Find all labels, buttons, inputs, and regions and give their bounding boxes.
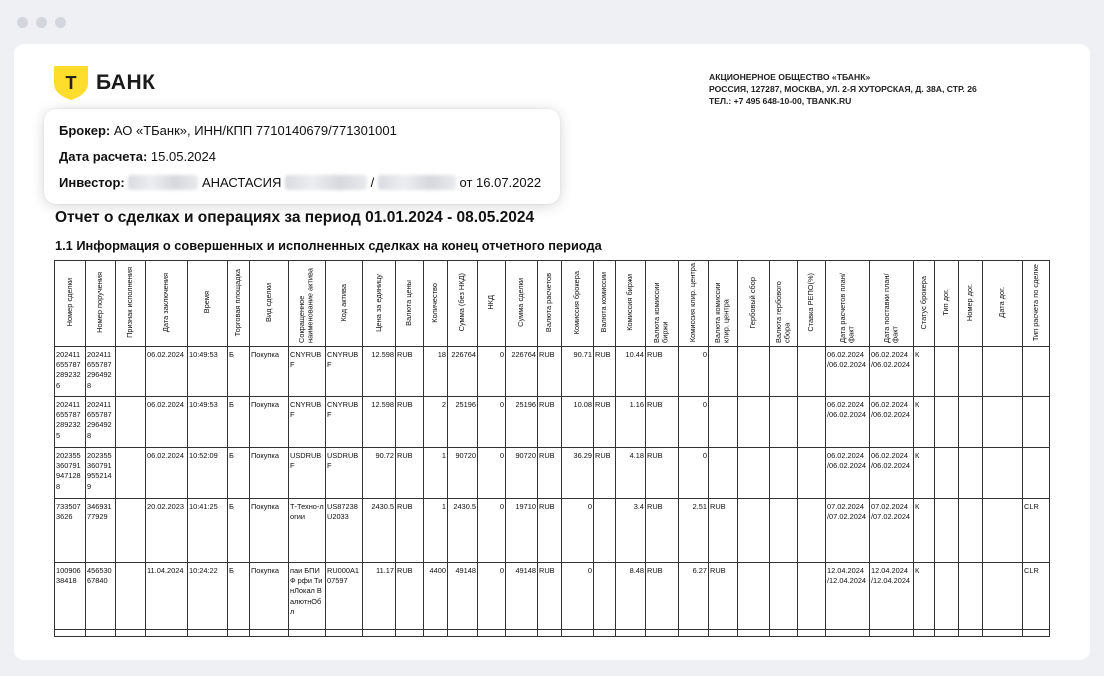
- col-header: Номер дог.: [959, 261, 983, 347]
- table-cell: 10:41:25: [188, 499, 228, 563]
- table-cell: [983, 630, 1023, 637]
- brand-name: БАНК: [96, 71, 156, 94]
- table-cell: [709, 397, 738, 448]
- table-cell: 10:49:53: [188, 347, 228, 397]
- col-header: Дата дог.: [983, 261, 1023, 347]
- table-cell: [983, 448, 1023, 499]
- table-row: [55, 347, 1050, 397]
- col-header: Сумма (без НКД): [448, 261, 478, 347]
- table-cell: [594, 563, 616, 630]
- table-cell: 10.44: [616, 347, 646, 397]
- col-header: Тип дог.: [935, 261, 959, 347]
- table-cell: [1023, 347, 1050, 397]
- table-cell: 12.04.2024 /12.04.2024: [826, 563, 870, 630]
- table-cell: RUB: [646, 563, 679, 630]
- table-cell: К: [914, 397, 935, 448]
- investor-name: АНАСТАСИЯ: [201, 175, 282, 190]
- table-cell: [770, 347, 798, 397]
- col-header: Номер поручения: [86, 261, 116, 347]
- table-cell: [646, 630, 679, 637]
- table-cell: [770, 499, 798, 563]
- section-title: 1.1 Информация о совершенных и исполненных сделках на конец отчетного периода: [55, 238, 602, 253]
- table-cell: 90.72: [363, 448, 396, 499]
- table-cell: RUB: [396, 499, 424, 563]
- table-cell: [959, 397, 983, 448]
- table-cell: 90.71: [562, 347, 594, 397]
- bank-logo: [54, 66, 155, 100]
- table-cell: 34693177929: [86, 499, 116, 563]
- table-cell: [738, 397, 770, 448]
- table-cell: [116, 499, 146, 563]
- table-cell: [250, 630, 289, 637]
- table-cell: 06.02.2024 /06.02.2024: [826, 347, 870, 397]
- table-cell: 18: [424, 347, 448, 397]
- table-cell: [709, 630, 738, 637]
- col-header: Время: [188, 261, 228, 347]
- investor-label: Инвестор:: [59, 175, 125, 190]
- table-cell: К: [914, 347, 935, 397]
- table-cell: RUB: [594, 347, 616, 397]
- window-minimize-dot[interactable]: [36, 17, 47, 28]
- table-cell: 06.02.2024 /06.02.2024: [870, 347, 914, 397]
- table-cell: Б: [228, 347, 250, 397]
- table-cell: 90720: [506, 448, 538, 499]
- table-cell: [363, 630, 396, 637]
- window-titlebar: [0, 0, 1104, 44]
- table-cell: Б: [228, 397, 250, 448]
- table-cell: [798, 499, 826, 563]
- table-cell: [935, 499, 959, 563]
- table-cell: US87238U2033: [326, 499, 363, 563]
- table-cell: [116, 630, 146, 637]
- table-cell: [798, 448, 826, 499]
- table-cell: USDRUBF: [289, 448, 326, 499]
- col-header: Валюта комиссии биржи: [646, 261, 679, 347]
- table-cell: [935, 630, 959, 637]
- table-cell: 07.02.2024 /07.02.2024: [870, 499, 914, 563]
- table-cell: 06.02.2024 /06.02.2024: [870, 397, 914, 448]
- table-cell: К: [914, 448, 935, 499]
- table-cell: паи БПИФ рфи ТинЛокал ВалютнОбл: [289, 563, 326, 630]
- table-cell: 6.27: [679, 563, 709, 630]
- table-cell: RUB: [646, 347, 679, 397]
- col-header: Гербовый сбор: [738, 261, 770, 347]
- table-cell: [326, 630, 363, 637]
- table-spacer-row: [55, 630, 1050, 637]
- table-cell: [738, 347, 770, 397]
- table-cell: 10:24:22: [188, 563, 228, 630]
- table-cell: [55, 630, 86, 637]
- table-cell: [914, 630, 935, 637]
- table-cell: 2024116557872964928: [86, 397, 116, 448]
- col-header: Тип расчета по сделке: [1023, 261, 1050, 347]
- table-cell: Б: [228, 563, 250, 630]
- col-header: Признак исполнения: [116, 261, 146, 347]
- table-cell: 25196: [506, 397, 538, 448]
- col-header: Комиссия брокера: [562, 261, 594, 347]
- company-contacts: ТЕЛ.: +7 495 648-10-00, TBANK.RU: [709, 96, 852, 106]
- col-header: Цена за единицу: [363, 261, 396, 347]
- company-name: АКЦИОНЕРНОЕ ОБЩЕСТВО «ТБАНК»: [709, 72, 871, 82]
- col-header: Комиссия клир. центра: [679, 261, 709, 347]
- table-cell: CNYRUBF: [326, 347, 363, 397]
- table-cell: RUB: [538, 448, 562, 499]
- table-cell: 202411655787289232 6: [55, 347, 86, 397]
- table-cell: RUB: [396, 563, 424, 630]
- table-cell: [709, 347, 738, 397]
- table-cell: 1: [424, 499, 448, 563]
- broker-line: [59, 123, 397, 138]
- table-cell: CNYRUBF: [326, 397, 363, 448]
- table-cell: 25196: [448, 397, 478, 448]
- table-cell: [738, 499, 770, 563]
- table-cell: [983, 347, 1023, 397]
- broker-label: Брокер:: [59, 123, 111, 138]
- table-cell: [188, 630, 228, 637]
- table-cell: 7335073626: [55, 499, 86, 563]
- table-cell: 2024116557872892325: [55, 397, 86, 448]
- table-cell: 49148: [506, 563, 538, 630]
- investor-line: [59, 175, 541, 190]
- table-cell: [116, 563, 146, 630]
- table-cell: [116, 347, 146, 397]
- table-cell: [770, 397, 798, 448]
- table-cell: 06.02.2024 /06.02.2024: [870, 448, 914, 499]
- table-cell: [679, 630, 709, 637]
- table-cell: Б: [228, 448, 250, 499]
- table-cell: RUB: [538, 499, 562, 563]
- table-cell: 8.48: [616, 563, 646, 630]
- table-cell: 06.02.2024 /06.02.2024: [826, 397, 870, 448]
- table-cell: [738, 630, 770, 637]
- table-cell: 2: [424, 397, 448, 448]
- col-header: НКД: [478, 261, 506, 347]
- table-cell: 12.04.2024 /12.04.2024: [870, 563, 914, 630]
- table-cell: Покупка: [250, 563, 289, 630]
- broker-value: АО «ТБанк», ИНН/КПП 7710140679/771301001: [113, 123, 397, 138]
- table-cell: [228, 630, 250, 637]
- table-cell: [959, 630, 983, 637]
- col-header: Валюта гербового сбора: [770, 261, 798, 347]
- table-cell: [935, 448, 959, 499]
- table-cell: CNYRUBF: [289, 347, 326, 397]
- table-cell: 10090638418: [55, 563, 86, 630]
- table-cell: RUB: [646, 499, 679, 563]
- investor-contract-date: от 16.07.2022: [459, 175, 542, 190]
- table-header-row: [55, 261, 1050, 347]
- table-cell: [478, 630, 506, 637]
- table-row: [55, 499, 1050, 563]
- table-cell: [1023, 448, 1050, 499]
- table-cell: 0: [478, 347, 506, 397]
- table-cell: [1023, 397, 1050, 448]
- col-header: Дата расчетов план/факт: [826, 261, 870, 347]
- table-cell: 2430.5: [448, 499, 478, 563]
- col-header: Дата поставки план/факт: [870, 261, 914, 347]
- table-cell: [116, 397, 146, 448]
- table-cell: [935, 563, 959, 630]
- window-maximize-dot[interactable]: [55, 17, 66, 28]
- document-page: [14, 44, 1090, 660]
- table-cell: 0: [679, 397, 709, 448]
- table-cell: К: [914, 563, 935, 630]
- table-cell: [289, 630, 326, 637]
- col-header: Ставка РЕПО(%): [798, 261, 826, 347]
- table-cell: [424, 630, 448, 637]
- col-header: Статус брокера: [914, 261, 935, 347]
- table-cell: Покупка: [250, 448, 289, 499]
- col-header: Валюта расчетов: [538, 261, 562, 347]
- table-cell: 07.02.2024 /07.02.2024: [826, 499, 870, 563]
- table-cell: [983, 499, 1023, 563]
- table-cell: 226764: [506, 347, 538, 397]
- table-cell: 06.02.2024: [146, 448, 188, 499]
- settlement-date-label: Дата расчета:: [59, 149, 148, 164]
- table-cell: RUB: [538, 563, 562, 630]
- table-cell: К: [914, 499, 935, 563]
- table-cell: [983, 397, 1023, 448]
- table-cell: [770, 563, 798, 630]
- company-address: РОССИЯ, 127287, МОСКВА, УЛ. 2-Я ХУТОРСКАЯ, Д. 38А, СТР. 26: [709, 84, 977, 94]
- company-details: [709, 71, 977, 107]
- table-cell: 06.02.2024: [146, 347, 188, 397]
- table-cell: [959, 499, 983, 563]
- table-cell: [738, 448, 770, 499]
- table-cell: RUB: [538, 347, 562, 397]
- table-cell: Покупка: [250, 347, 289, 397]
- table-cell: RU000A107597: [326, 563, 363, 630]
- table-cell: [448, 630, 478, 637]
- redacted-surname: [128, 175, 198, 190]
- col-header: Номер сделки: [55, 261, 86, 347]
- table-cell: 10:49:53: [188, 397, 228, 448]
- table-cell: 0: [478, 499, 506, 563]
- table-cell: 10.08: [562, 397, 594, 448]
- table-cell: [738, 563, 770, 630]
- table-cell: 2.51: [679, 499, 709, 563]
- table-cell: [959, 347, 983, 397]
- table-cell: [709, 448, 738, 499]
- report-title: Отчет о сделках и операциях за период 01.01.2024 - 08.05.2024: [55, 209, 535, 226]
- col-header: Количество: [424, 261, 448, 347]
- col-header: Сокращенное наименование актива: [289, 261, 326, 347]
- table-cell: [983, 563, 1023, 630]
- table-cell: 10:52:09: [188, 448, 228, 499]
- table-cell: CLR: [1023, 499, 1050, 563]
- redacted-patronymic: [285, 175, 367, 190]
- table-cell: RUB: [396, 448, 424, 499]
- table-cell: 2024116557872964928: [86, 347, 116, 397]
- redacted-contract: [378, 175, 456, 190]
- settlement-date-line: [59, 149, 216, 164]
- table-cell: RUB: [396, 397, 424, 448]
- deals-table: [54, 260, 1050, 637]
- client-info-card: [44, 109, 560, 204]
- table-cell: [594, 630, 616, 637]
- table-cell: 3.4: [616, 499, 646, 563]
- table-cell: RUB: [594, 397, 616, 448]
- table-cell: [798, 397, 826, 448]
- table-cell: 0: [478, 397, 506, 448]
- table-cell: [870, 630, 914, 637]
- table-cell: 12.598: [363, 347, 396, 397]
- table-cell: 49148: [448, 563, 478, 630]
- table-row: [55, 448, 1050, 499]
- table-cell: [798, 347, 826, 397]
- table-cell: 0: [679, 448, 709, 499]
- table-cell: 06.02.2024: [146, 397, 188, 448]
- table-cell: 4400: [424, 563, 448, 630]
- col-header: Дата заключения: [146, 261, 188, 347]
- table-cell: Б: [228, 499, 250, 563]
- table-cell: 06.02.2024 /06.02.2024: [826, 448, 870, 499]
- window-close-dot[interactable]: [17, 17, 28, 28]
- table-cell: 226764: [448, 347, 478, 397]
- table-cell: 0: [478, 448, 506, 499]
- table-cell: 2430.5: [363, 499, 396, 563]
- table-cell: RUB: [594, 448, 616, 499]
- table-cell: 19710: [506, 499, 538, 563]
- table-cell: USDRUBF: [326, 448, 363, 499]
- table-cell: 0: [478, 563, 506, 630]
- table-cell: CNYRUBF: [289, 397, 326, 448]
- table-cell: Т-Техно-логии: [289, 499, 326, 563]
- table-cell: [935, 397, 959, 448]
- table-cell: RUB: [538, 397, 562, 448]
- table-cell: [538, 630, 562, 637]
- table-cell: 20.02.2023: [146, 499, 188, 563]
- table-cell: [798, 563, 826, 630]
- table-cell: [506, 630, 538, 637]
- table-cell: 0: [562, 499, 594, 563]
- table-cell: 0: [562, 563, 594, 630]
- table-row: [55, 563, 1050, 630]
- table-cell: 90720: [448, 448, 478, 499]
- table-cell: [959, 563, 983, 630]
- investor-separator: /: [370, 175, 375, 190]
- col-header: Валюта комиссии клир. центра: [709, 261, 738, 347]
- table-cell: [396, 630, 424, 637]
- col-header: Валюта комиссии: [594, 261, 616, 347]
- settlement-date-value: 15.05.2024: [150, 149, 216, 164]
- table-cell: [86, 630, 116, 637]
- table-cell: [770, 448, 798, 499]
- table-cell: 11.17: [363, 563, 396, 630]
- table-cell: 0: [679, 347, 709, 397]
- table-cell: [146, 630, 188, 637]
- col-header: Код актива: [326, 261, 363, 347]
- table-cell: [116, 448, 146, 499]
- table-cell: RUB: [709, 563, 738, 630]
- table-cell: [826, 630, 870, 637]
- table-cell: 1: [424, 448, 448, 499]
- table-cell: 36.29: [562, 448, 594, 499]
- col-header: Торговая площадка: [228, 261, 250, 347]
- table-cell: 2023553607919552149: [86, 448, 116, 499]
- col-header: Валюта цены: [396, 261, 424, 347]
- table-cell: Покупка: [250, 397, 289, 448]
- table-cell: RUB: [646, 397, 679, 448]
- logo-letter: Т: [65, 73, 77, 93]
- table-cell: 12.598: [363, 397, 396, 448]
- shield-logo-icon: [54, 66, 88, 100]
- table-cell: [959, 448, 983, 499]
- table-cell: [935, 347, 959, 397]
- table-row: [55, 397, 1050, 448]
- table-cell: 11.04.2024: [146, 563, 188, 630]
- col-header: Комиссия биржи: [616, 261, 646, 347]
- table-cell: 1.16: [616, 397, 646, 448]
- table-cell: RUB: [709, 499, 738, 563]
- table-cell: [616, 630, 646, 637]
- col-header: Сумма сделки: [506, 261, 538, 347]
- table-cell: Покупка: [250, 499, 289, 563]
- table-cell: [770, 630, 798, 637]
- table-cell: [798, 630, 826, 637]
- table-cell: 45653067840: [86, 563, 116, 630]
- table-cell: [562, 630, 594, 637]
- table-cell: CLR: [1023, 563, 1050, 630]
- table-cell: 4.18: [616, 448, 646, 499]
- table-cell: RUB: [396, 347, 424, 397]
- table-cell: 2023553607919471288: [55, 448, 86, 499]
- table-cell: [594, 499, 616, 563]
- col-header: Вид сделки: [250, 261, 289, 347]
- table-cell: RUB: [646, 448, 679, 499]
- table-cell: [1023, 630, 1050, 637]
